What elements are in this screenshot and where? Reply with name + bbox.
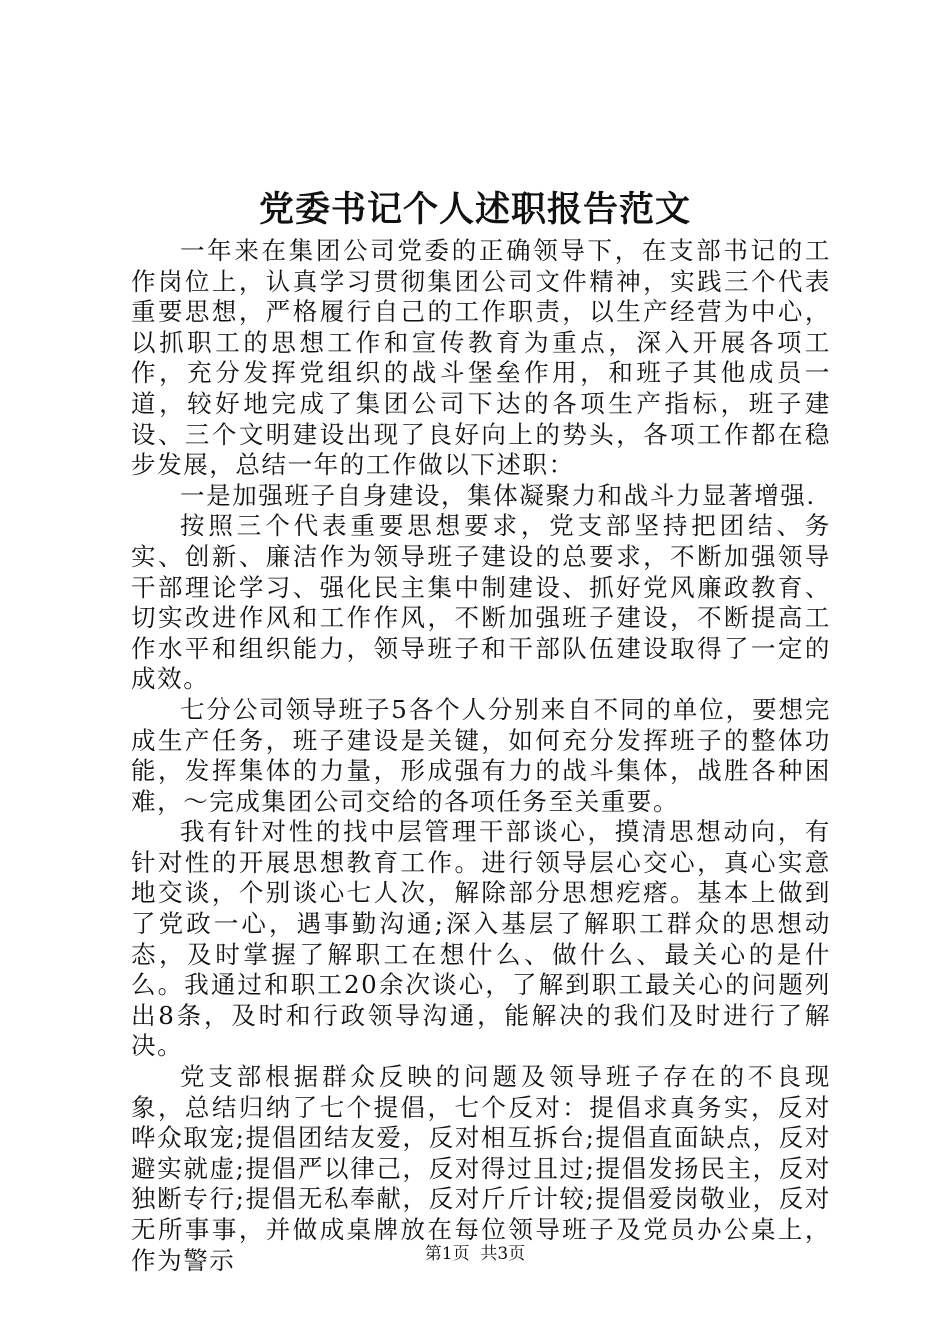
document-body xyxy=(131,236,831,1276)
paragraph-requirements: 按照三个代表重要思想要求，党支部坚持把团结、务实、创新、廉洁作为领导班子建设的总要求，不断加强领导干部理论学习、强化民主集中制建设、抓好党风廉政教育、切实改进作风和工作作风，不断加强班子建设，不断提高工作水平和组织能力，领导班子和干部队伍建设取得了一定的成效。 xyxy=(131,511,831,694)
page-footer xyxy=(0,1242,950,1266)
paragraph-heading-one: 一是加强班子自身建设，集体凝聚力和战斗力显著增强. xyxy=(180,480,816,510)
page-number: 第1页 xyxy=(424,1244,470,1264)
paragraph-seven-principles: 党支部根据群众反映的问题及领导班子存在的不良现象，总结归纳了七个提倡，七个反对：提倡求真务实，反对哗众取宠;提倡团结友爱，反对相互拆台;提倡直面缺点，反对避实就虚;提倡严以律己，反对得过且过;提倡发扬民主，反对独断专行;提倡无私奉献，反对斤斤计较;提倡爱岗敬业，反对无所事事，并做成桌牌放在每位领导班子及党员办公桌上，作为警示 xyxy=(131,1062,831,1275)
footer-separator xyxy=(470,1244,481,1264)
paragraph-talks: 我有针对性的找中层管理干部谈心，摸清思想动向，有针对性的开展思想教育工作。进行领导层心交心，真心实意地交谈，个别谈心七人次，解除部分思想疙瘩。基本上做到了党政一心，遇事勤沟通;深入基层了解职工群众的思想动态，及时掌握了解职工在想什么、做什么、最关心的是什么。我通过和职工20余次谈心，了解到职工最关心的问题列出8条，及时和行政领导沟通，能解决的我们及时进行了解决。 xyxy=(131,817,831,1061)
paragraph-intro: 一年来在集团公司党委的正确领导下，在支部书记的工作岗位上，认真学习贯彻集团公司文件精神，实践三个代表重要思想，严格履行自己的工作职责，以生产经营为中心，以抓职工的思想工作和宣传教育为重点，深入开展各项工作，充分发挥党组织的战斗堡垒作用，和班子其他成员一道，较好地完成了集团公司下达的各项生产指标，班子建设、三个文明建设出现了良好向上的势头，各项工作都在稳步发展，总结一年的工作做以下述职： xyxy=(131,236,831,480)
page-title: 党委书记个人述职报告范文 xyxy=(258,189,691,230)
paragraph-team-composition: 七分公司领导班子5各个人分别来自不同的单位，要想完成生产任务，班子建设是关键，如何充分发挥班子的整体功能，发挥集体的力量，形成强有力的战斗集体，战胜各种困难，～完成集团公司交给的各项任务至关重要。 xyxy=(131,694,831,816)
total-pages: 共3页 xyxy=(480,1244,526,1264)
